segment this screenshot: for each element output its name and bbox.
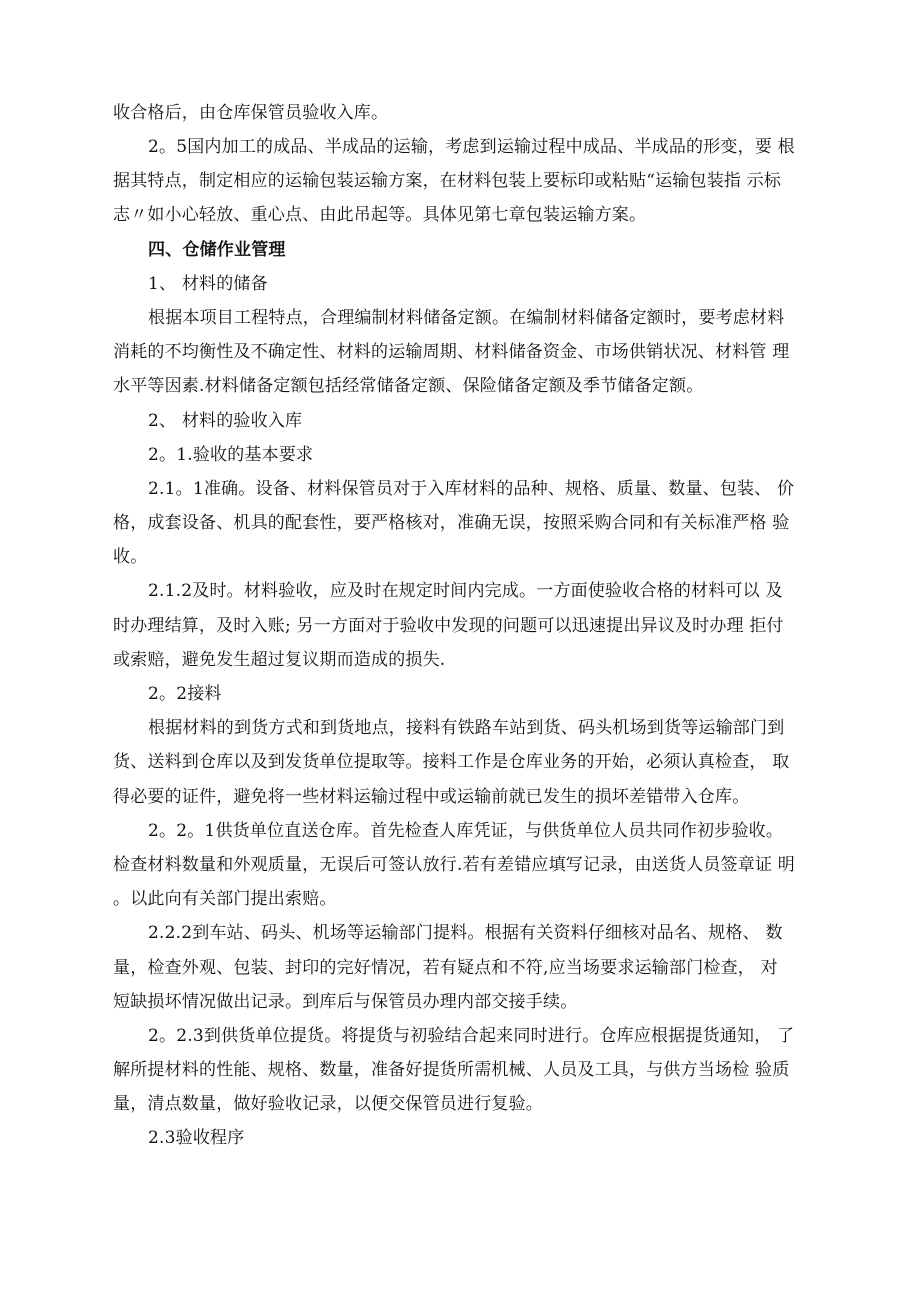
text-line: 2。2。1供货单位直送仓库。首先检查人库凭证，与供货单位人员共同作初步验收。 (148, 821, 784, 841)
text-line: 收。 (113, 547, 148, 567)
section-heading: 四、仓储作业管理 (148, 240, 286, 260)
text-line: 2。2接料 (148, 684, 222, 704)
text-line: 2.3验收程序 (148, 1128, 245, 1148)
text-line: 收合格后，由仓库保管员验收入库。 (113, 103, 389, 123)
text-line: 。以此向有关部门提出索赔。 (113, 889, 337, 909)
text-line: 志〃如小心轻放、重心点、由此吊起等。具体见第七章包装运输方案。 (113, 205, 647, 225)
text-line: 1、 材料的储备 (148, 274, 268, 294)
text-line: 货、送料到仓库以及到发货单位提取等。接料工作是仓库业务的开始，必须认真检查， 取 (113, 752, 790, 772)
text-line: 2.1。1准确。设备、材料保管员对于入库材料的品种、规格、质量、数量、包装、 价 (148, 479, 795, 499)
text-line: 短缺损坏情况做出记录。到库后与保管员办理内部交接手续。 (113, 992, 578, 1012)
text-line: 根据本项目工程特点，合理编制材料储备定额。在编制材料储备定额时，要考虑材料 (148, 308, 785, 328)
text-line: 消耗的不均衡性及不确定性、材料的运输周期、材料储备资金、市场供销状况、材料管 理 (113, 342, 790, 362)
text-line: 得必要的证件，避免将一些材料运输过程中或运输前就已发生的损坏差错带入仓库。 (113, 787, 750, 807)
text-line: 水平等因素.材料储备定额包括经常储备定额、保险储备定额及季节储备定额。 (113, 376, 704, 396)
text-line: 2。2.3到供货单位提货。将提货与初验结合起来同时进行。仓库应根据提货通知， 了 (148, 1026, 795, 1046)
text-line: 格，成套设备、机具的配套性，要严格核对，准确无误，按照采购合同和有关标准严格 验 (113, 513, 790, 533)
text-line: 量，清点数量，做好验收记录，以便交保管员进行复验。 (113, 1094, 543, 1114)
text-line: 2。5国内加工的成品、半成品的运输，考虑到运输过程中成品、半成品的形变，要 根 (148, 137, 795, 157)
text-line: 时办理结算，及时入账; 另一方面对于验收中发现的问题可以迅速提出异议及时办理 拒付 (113, 616, 784, 636)
text-line: 解所提材料的性能、规格、数量，准备好提货所需机械、人员及工具，与供方当场检 验质 (113, 1060, 790, 1080)
text-line: 或索赔，避免发生超过复议期而造成的损失. (113, 650, 446, 670)
text-line: 据其特点，制定相应的运输包装运输方案，在材料包装上要标印或粘贴“运输包装指 示标 (113, 171, 782, 191)
text-line: 2.1.2及时。材料验收，应及时在规定时间内完成。一方面使验收合格的材料可以 及 (148, 581, 783, 601)
text-line: 量，检查外观、包装、封印的完好情况，若有疑点和不符,应当场要求运输部门检查， 对 (113, 958, 778, 978)
text-line: 2、 材料的验收入库 (148, 411, 303, 431)
text-line: 检查材料数量和外观质量，无误后可签认放行.若有差错应填写记录，由送货人员签章证 明 (113, 855, 796, 875)
text-line: 根据材料的到货方式和到货地点，接料有铁路车站到货、码头机场到货等运输部门到 (148, 718, 785, 738)
text-line: 2.2.2到车站、码头、机场等运输部门提料。根据有关资料仔细核对品名、规格、 数 (148, 923, 783, 943)
text-line: 2。1.验收的基本要求 (148, 445, 314, 465)
